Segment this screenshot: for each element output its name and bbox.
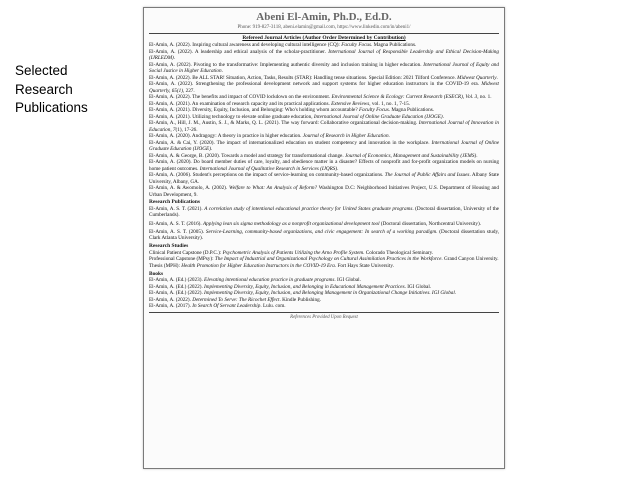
citation-text: . bbox=[173, 55, 176, 61]
citation-title: International Journal of Online Graduate Education (IJOGE) bbox=[313, 113, 443, 120]
citation-text: El-Amin, A. (2020). Do board member duties of care, loyalty, and obedience matter in a disaster? Effects of nonprofit and for-profit organization models on nursing home patient outcomes. bbox=[149, 159, 499, 172]
citation-entry bbox=[149, 49, 499, 62]
citation-entry bbox=[149, 263, 499, 270]
citation-text: . Kindle Publishing. bbox=[279, 296, 321, 303]
citation-text: , vol. 1, no. 1, 7-15. bbox=[369, 100, 411, 107]
citation-title: Applying lean six sigma methodology as a nonprofit organizational development tool bbox=[203, 220, 380, 227]
citation-entry bbox=[149, 159, 499, 172]
citation-text: El-Amin, A. (2021). Diversity, Equity, Inclusion, and Belonging: Who's holding whom accountable? bbox=[149, 107, 359, 113]
citation-title: Implementing Diversity, Equity, Inclusion, and Belonging in Educational Management Practices bbox=[204, 283, 405, 290]
footer-divider bbox=[149, 312, 499, 313]
header-divider bbox=[149, 33, 499, 34]
citation-text: El-Amin, A. S. T. (2016). bbox=[149, 220, 203, 227]
citation-text: Clinical Patient Capstone (D.P.C.): bbox=[149, 249, 223, 256]
citation-text: , 227. bbox=[183, 87, 195, 94]
citation-text: Thesis (MPH): bbox=[149, 262, 182, 269]
books-list bbox=[149, 277, 499, 310]
citation-entry bbox=[149, 81, 499, 94]
studies-heading: Research Studies bbox=[149, 243, 189, 250]
citation-text: El-Amin, A. (Ed.) (2022). bbox=[149, 283, 205, 290]
citation-entry bbox=[149, 303, 499, 310]
citation-title: Extensive Reviews bbox=[331, 100, 370, 107]
citation-title: International Journal of Qualitative Research in Services (IJQRS) bbox=[199, 165, 338, 172]
citation-text: . bbox=[454, 290, 457, 297]
citation-text: (1), 17-26. bbox=[175, 126, 198, 133]
citation-title: Midwest Quarterly bbox=[457, 74, 497, 81]
cv-contact: Phone: 919-827-3118, abeni.elamin@gmail.com, https://www.linkedin.com/in/abeni1/ bbox=[237, 25, 411, 30]
citation-entry bbox=[149, 185, 499, 198]
side-label-line: Publications bbox=[15, 100, 88, 115]
citation-text: El-Amin, A. (2022). Pivoting to the transformative: Implementing authentic diversity and inclusion training in higher education. bbox=[149, 61, 424, 68]
citation-text: El-Amin, A. & Awomolo, A. (2002). bbox=[149, 185, 229, 191]
citation-text: . bbox=[496, 74, 498, 81]
citation-text: El-Amin, A. S. T. (2021). bbox=[149, 205, 205, 212]
citation-text: . bbox=[337, 165, 339, 172]
citation-title: Environmental Science & Ecology: Current Research (ESECR), Vol. 3 bbox=[331, 94, 478, 100]
citation-text: . IGI Global. bbox=[334, 277, 361, 284]
citation-text: . Fort Hays State University. bbox=[334, 262, 394, 269]
citation-title: Service-Learning, community-based organizations, and civic engagement: In search of a working paradigm bbox=[205, 228, 437, 235]
citation-title: Midwest Quarterly, 65(1) bbox=[149, 81, 499, 94]
citation-entry bbox=[149, 221, 499, 228]
citation-text: . Lulu. com. bbox=[260, 303, 286, 310]
studies-list bbox=[149, 250, 499, 270]
citation-entry bbox=[149, 140, 499, 153]
citation-text: El-Amin, A. (Ed.) (2022). bbox=[149, 290, 205, 297]
citation-title: Journal of Economics, Management and Sustainability (JEMS) bbox=[344, 152, 477, 159]
citation-text: , no. 1. bbox=[477, 94, 492, 100]
citation-title: In Search Of Servant Leadership bbox=[192, 303, 261, 310]
citation-text: . bbox=[442, 113, 444, 120]
citation-title: International Journal of Equity and Social Justice in Higher Education bbox=[149, 61, 499, 74]
citation-text: . (Doctoral dissertation, University of the Cumberlands). bbox=[149, 205, 499, 219]
citation-entry bbox=[149, 172, 499, 185]
side-label-line: Selected bbox=[15, 63, 68, 78]
citation-text: El-Amin, A. (2022). A leadership and ethical analysis of the scholar-practitioner. bbox=[149, 48, 329, 55]
citation-text: El-Amin, A. S. T. (2005). bbox=[149, 228, 206, 235]
citation-text: . Albany State University, Albany, GA. bbox=[149, 172, 500, 185]
citation-text: El-Amin, A. (2022). bbox=[149, 296, 193, 303]
citation-title: The Impact of Industrial and Organizational Psychology on Cultural Assimilation Practices in the Workforce bbox=[214, 256, 442, 263]
citation-text: . Magna Publications. bbox=[388, 107, 435, 113]
citation-title: International Journal of Innovation in Education, 7 bbox=[149, 120, 500, 133]
citation-text: El-Amin, A. (Ed.) (2023). bbox=[149, 277, 205, 284]
publications-list bbox=[149, 206, 499, 242]
citation-text: . IGI Global. bbox=[404, 283, 432, 290]
citation-title: A correlation study of intentional educational practice theory for United States graduate programs bbox=[204, 205, 413, 212]
citation-title: Welfare to What: An Analysis of Reform? bbox=[228, 185, 318, 191]
citation-entry bbox=[149, 120, 499, 133]
citation-text: . (Doctoral dissertation study, Clark Atlanta University). bbox=[149, 228, 499, 242]
refereed-list bbox=[149, 42, 499, 198]
citation-title: The Journal of Public Affairs and Issues bbox=[384, 172, 470, 178]
citation-text: . bbox=[210, 146, 213, 152]
side-label-line: Research bbox=[15, 81, 73, 97]
citation-text: El-Amin, A. (2022). Strengthening the professional development network and support systems for higher education instructors in the COVID-19 era. bbox=[149, 81, 482, 87]
books-heading: Books bbox=[149, 270, 164, 277]
citation-title: Faculty Focus bbox=[341, 42, 372, 48]
citation-text: El-Amin, A. & Cai, Y. (2020). The impact of internationalized education on student competency and innovation in the workplace. bbox=[149, 139, 432, 146]
citation-title: Faculty Focus bbox=[358, 107, 389, 113]
slide-side-label bbox=[15, 62, 115, 118]
citation-title: Journal of Research in Higher Education bbox=[302, 133, 389, 139]
citation-text: Professional Capstone (MPsy): bbox=[149, 256, 215, 263]
citation-entry bbox=[149, 229, 499, 242]
citation-title: Implementing Diversity, Equity, Inclusion, and Belonging Management in Organizational Change Initiatives. IGI Global bbox=[204, 290, 455, 297]
citation-title: Elevating intentional education practice in graduate programs bbox=[204, 277, 335, 284]
citation-text: El-Amin, A. (2021). Utilizing technology to elevate online graduate education, bbox=[149, 113, 314, 120]
citation-title: Health Promotion for Higher Education Instructors in the COVID-19 Era bbox=[181, 262, 335, 269]
citation-text: . Grand Canyon University. bbox=[441, 256, 499, 263]
citation-text: Washington D.C: Neighborhood Initiatives Project, U.S. Department of Housing and Urban Development, 9. bbox=[149, 185, 499, 198]
citation-text: . bbox=[476, 152, 478, 159]
citation-text: El-Amin, A. (2022). The benefits and impact of COVID lockdown on the environment. bbox=[149, 94, 332, 100]
citation-title: Determined To Serve: The Ricochet Effect bbox=[192, 296, 280, 303]
citation-text: El-Amin, A. (2022). Inspiring cultural awareness and developing cultural intelligence (CQ): bbox=[149, 42, 342, 48]
citation-text: . Colorado Theological Seminary. bbox=[363, 249, 434, 256]
citation-text: . bbox=[221, 68, 223, 74]
cv-footer: References Provided Upon Request bbox=[290, 314, 358, 320]
citation-entry bbox=[149, 206, 499, 219]
citation-text: (Doctoral dissertation, Northcentral University). bbox=[379, 220, 481, 227]
citation-text: . Magna Publications. bbox=[371, 42, 417, 48]
citation-text: El-Amin, A. (2017). bbox=[149, 303, 193, 310]
publications-heading: Research Publications bbox=[149, 199, 200, 206]
citation-text: El-Amin, A. (2021). An examination of research capacity and its practical applications. bbox=[149, 100, 332, 107]
citation-text: El-Amin, A. (2020). Andragogy: A theory in practice in higher education. bbox=[149, 133, 303, 139]
cv-name: Abeni El-Amin, Ph.D., Ed.D. bbox=[256, 11, 392, 23]
citation-text: . bbox=[388, 133, 390, 139]
citation-title: International Journal of Online Graduate Education (IJOGE) bbox=[149, 139, 499, 152]
citation-text: El-Amin, A. (2006). Student's perceptions on the impact of service-learning on community-based organizations. bbox=[149, 172, 385, 178]
citation-text: El-Amin, A., Hill, J. M., Austin, S. J., & Marks, Q. L. (2021). The way forward: Collaborative organizational decision-making. bbox=[149, 120, 419, 126]
citation-title: Psychometric Analysis of Patients Utilizing the Arno Profile System bbox=[222, 249, 364, 256]
citation-text: El-Amin, A. (2022). Be ALL STAR! Situation, Action, Tasks, Results (STAR): Handling tense situations. Special Edition: 2021 Tilford Conference. bbox=[149, 74, 458, 81]
citation-entry bbox=[149, 62, 499, 75]
citation-title: International Journal of Responsible Leadership and Ethical Decision-Making (IJRLEDM) bbox=[149, 48, 499, 61]
refereed-heading: Refereed Journal Articles (Author Order Determined by Contribution) bbox=[242, 35, 406, 41]
citation-text: El-Amin, A. & George, B. (2020). Towards a model and strategy for transformational change. bbox=[149, 152, 345, 159]
cv-document-image bbox=[143, 7, 505, 469]
